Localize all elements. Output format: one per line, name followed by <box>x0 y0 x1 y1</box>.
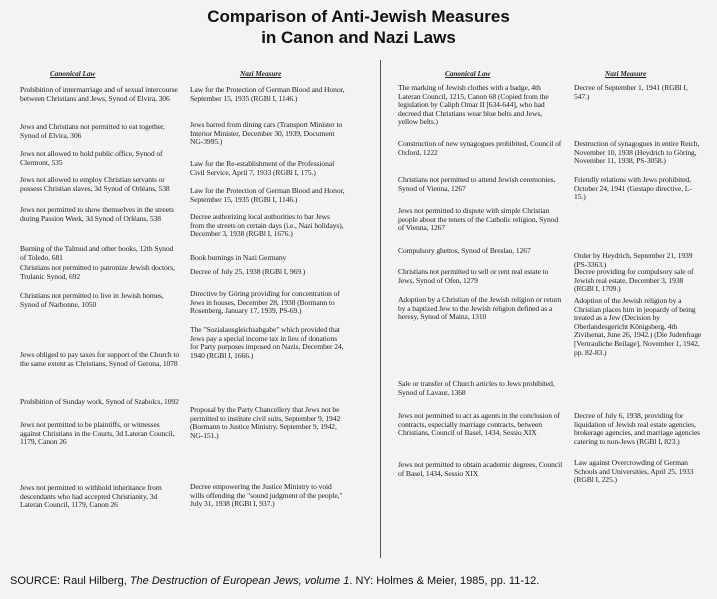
nazi-entry: Adoption of the Jewish religion by a Christian places him in jeopardy of being treated as a Jew (Decision by Oberlandesgericht Königsberg, 4th Zivilsenat, June 26, 1942.) (Die Judenfrage [Vertrauliche Beilage], November 1, 1942, pp. 82-83.) <box>574 296 702 357</box>
nazi-entry: Law for the Protection of German Blood and Honor, September 15, 1935 (RGBl I, 1146.) <box>190 85 345 103</box>
nazi-entry: Book burnings in Nazi Germany <box>190 253 287 262</box>
source-citation <box>10 575 539 587</box>
nazi-entry: Proposal by the Party Chancellery that Jews not be permitted to institute civil suits, September 9, 1942 (Bormann to Justice Ministry, September 9, 1942, NG-151.) <box>190 405 341 440</box>
canon-entry: Jews and Christians not permitted to eat together, Synod of Elvira, 306 <box>20 122 165 140</box>
column-divider <box>380 60 381 558</box>
nazi-entry: Decree empowering the Justice Ministry to void wills offending the "sound judgment of the people," July 31, 1938 (RGBl I, 937.) <box>190 482 343 509</box>
header-canonical-right: Canonical Law <box>445 70 491 78</box>
header-canonical-left: Canonical Law <box>50 70 96 78</box>
source-book-title: The Destruction of European Jews, volume 1 <box>129 575 350 587</box>
nazi-entry: Decree of July 25, 1938 (RGBl I, 969.) <box>190 267 306 276</box>
nazi-entry: Decree authorizing local authorities to bar Jews from the streets on certain days (i.e., Nazi holidays), December 3, 1938 (RGBl I, 1676.) <box>190 212 344 239</box>
canon-entry: Burning of the Talmud and other books, 12th Synod of Toledo, 681 <box>20 244 174 262</box>
title-line-2: in Canon and Nazi Laws <box>261 28 456 47</box>
canon-entry: Jews not permitted to act as agents in the conclusion of contracts, especially marriage contracts, between Christians, Council of Basel, 1434, Sessio XIX <box>398 411 560 438</box>
header-nazi-left: Nazi Measure <box>240 70 282 78</box>
page-title <box>0 6 717 48</box>
nazi-entry: Order by Heydrich, September 21, 1939 (PS-3363.) <box>574 251 693 269</box>
canon-entry: Christians not permitted to attend Jewish ceremonies, Synod of Vienna, 1267 <box>398 175 556 193</box>
canon-entry: Prohibition of intermarriage and of sexual intercourse between Christians and Jews, Synod of Elvira, 306 <box>20 85 178 103</box>
nazi-entry: Law for the Protection of German Blood and Honor, September 15, 1935 (RGBl I, 1146.) <box>190 186 345 204</box>
canon-entry: Christians not permitted to live in Jewish homes, Synod of Narbonne, 1050 <box>20 291 164 309</box>
canon-entry: Construction of new synagogues prohibited, Council of Oxford, 1222 <box>398 139 562 157</box>
canon-entry: Jews not permitted to obtain academic degrees, Council of Basel, 1434, Sessio XIX <box>398 460 563 478</box>
canon-entry: Jews not permitted to show themselves in the streets during Passion Week, 3d Synod of Orléans, 538 <box>20 205 174 223</box>
source-suffix: . NY: Holmes & Meier, 1985, pp. 11-12. <box>349 575 540 587</box>
canon-entry: Jews not permitted to dispute with simple Christian people about the tenets of the Catholic religion, Synod of Vienna, 1267 <box>398 206 559 233</box>
nazi-entry: Decree of July 6, 1938, providing for liquidation of Jewish real estate agencies, brokerage agencies, and marriage agencies catering to non-Jews (RGBl I, 823.) <box>574 411 700 446</box>
nazi-entry: Decree of September 1, 1941 (RGBl I, 547.) <box>574 83 688 101</box>
header-nazi-right: Nazi Measure <box>605 70 647 78</box>
nazi-entry: Directive by Göring providing for concentration of Jews in houses, December 28, 1938 (Bormann to Rosenberg, January 17, 1939, PS-69.) <box>190 289 340 316</box>
canon-entry: Adoption by a Christian of the Jewish religion or return by a baptized Jew to the Jewish religion defined as a heresy, Synod of Mainz, 1310 <box>398 295 562 322</box>
canon-entry: Jews not permitted to be plaintiffs, or witnesses against Christians in the Courts, 3d Lateran Council, 1179, Canon 26 <box>20 420 175 447</box>
canon-entry: Compulsory ghettos, Synod of Breslau, 1267 <box>398 246 531 255</box>
nazi-entry: The "Sozialausgleichsabgabe" which provided that Jews pay a special income tax in lieu of donations for Party purposes imposed on Nazis, December 24, 1940 (RGBl I, 1666.) <box>190 325 344 360</box>
nazi-entry: Law for the Re-establishment of the Professional Civil Service, April 7, 1933 (RGBl I, 175.) <box>190 159 335 177</box>
canon-entry: The marking of Jewish clothes with a badge, 4th Lateran Council, 1215, Canon 68 (Copied from the legislation by Caliph Omar II [634-644], who had decreed that Christians wear blue belts and Jews, yellow belts.) <box>398 83 549 127</box>
nazi-entry: Jews barred from dining cars (Transport Minister to Interior Minister, December 30, 1939, Document NG-3995.) <box>190 120 343 147</box>
nazi-entry: Law against Overcrowding of German Schools and Universities, April 25, 1933 (RGBl I, 225.) <box>574 458 694 485</box>
canon-entry: Jews obliged to pay taxes for support of the Church to the same extent as Christians, Synod of Gerona, 1078 <box>20 350 180 368</box>
source-prefix: SOURCE: Raul Hilberg, <box>10 575 130 587</box>
nazi-entry: Destruction of synagogues in entire Reich, November 10, 1938 (Heydrich to Göring, November 11, 1938, PS-3058.) <box>574 139 700 166</box>
canon-entry: Sale or transfer of Church articles to Jews prohibited, Synod of Lavaur, 1368 <box>398 379 555 397</box>
title-line-1: Comparison of Anti-Jewish Measures <box>207 7 510 26</box>
canon-entry: Prohibition of Sunday work, Synod of Szabolcs, 1092 <box>20 397 179 406</box>
nazi-entry: Friendly relations with Jews prohibited, October 24, 1941 (Gestapo directive, L-15.) <box>574 175 692 202</box>
canon-entry: Jews not permitted to withhold inheritance from descendants who had accepted Christianity, 3d Lateran Council, 1179, Canon 26 <box>20 483 162 510</box>
canon-entry: Christians not permitted to patronize Jewish doctors, Trulanic Synod, 692 <box>20 263 175 281</box>
canon-entry: Christians not permitted to sell or rent real estate to Jews, Synod of Ofen, 1279 <box>398 267 549 285</box>
nazi-entry: Decree providing for compulsory sale of Jewish real estate, December 3, 1938 (RGBl I, 1709.) <box>574 267 694 294</box>
canon-entry: Jews not allowed to employ Christian servants or possess Christian slaves, 3d Synod of Orléans, 538 <box>20 175 170 193</box>
canon-entry: Jews not allowed to hold public office, Synod of Clermont, 535 <box>20 149 163 167</box>
